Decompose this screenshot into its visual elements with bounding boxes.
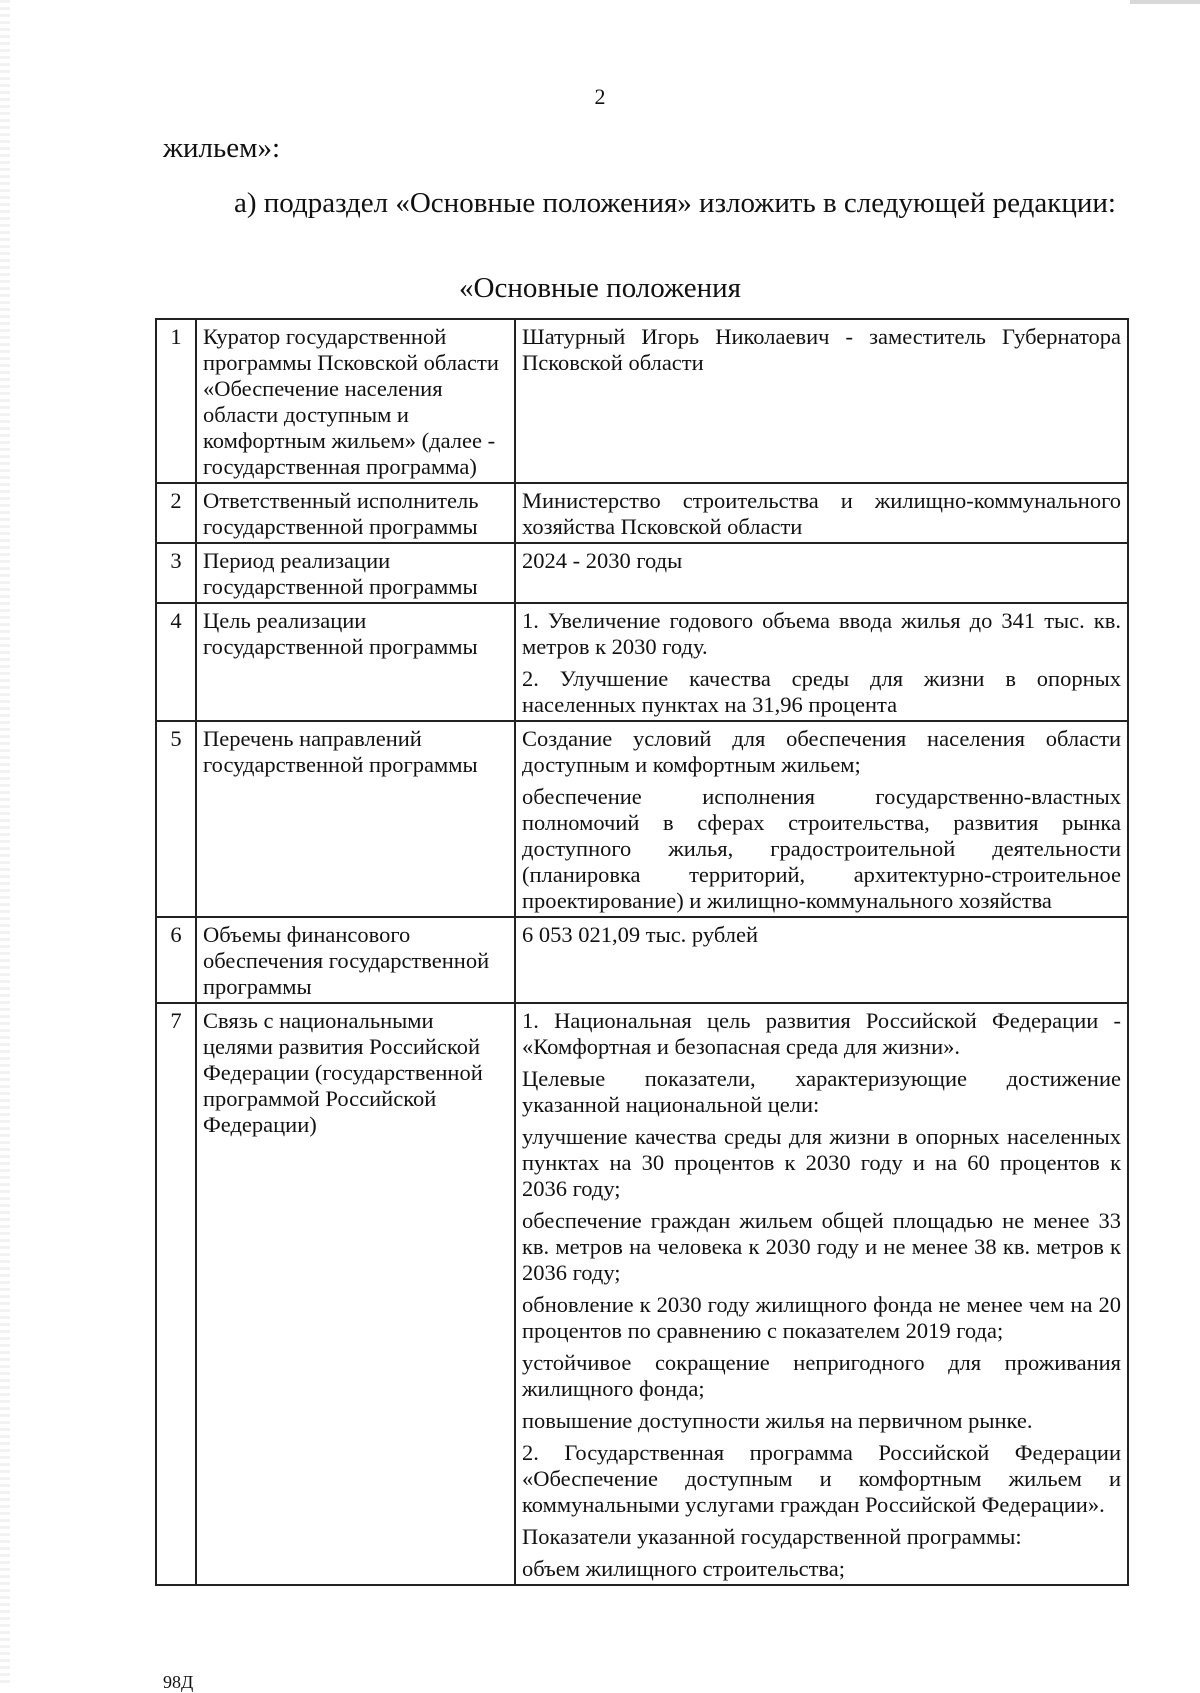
row-number: 7 [156,1003,196,1585]
row-number: 4 [156,603,196,721]
table-row [156,917,1128,1003]
row-value-paragraph: Показатели указанной государственной программы: [522,1524,1022,1549]
row-value [515,603,1128,721]
row-label: Связь с национальными целями развития Российской Федерации (государственной программой Российской Федерации) [196,1003,515,1585]
row-value-paragraph: Шатурный Игорь Николаевич - заместитель Губернатора Псковской области [522,324,1121,375]
scan-edge-mark [1130,0,1200,4]
row-label: Период реализации государственной программы [196,543,515,603]
main-provisions-table [155,318,1129,1586]
table-row [156,603,1128,721]
row-value-paragraph: обеспечение исполнения государственно-властных полномочий в сферах строительства, развития рынка доступного жилья, градостроительной деятельности (планировка территорий, архитектурно-строительное проектирование) и жилищно-коммунального хозяйства [522,784,1121,913]
row-value [515,319,1128,483]
row-label: Перечень направлений государственной программы [196,721,515,917]
row-number: 2 [156,483,196,543]
row-label: Цель реализации государственной программы [196,603,515,721]
row-number: 3 [156,543,196,603]
row-value-paragraph: 1. Увеличение годового объема ввода жилья до 341 тыс. кв. метров к 2030 году. [522,608,1121,659]
row-label: Объемы финансового обеспечения государственной программы [196,917,515,1003]
intro-line: жильем»: [163,132,281,164]
row-value-paragraph: обновление к 2030 году жилищного фонда не менее чем на 20 процентов по сравнению с показателем 2019 года; [522,1292,1121,1343]
row-value [515,543,1128,603]
row-value-paragraph: объем жилищного строительства; [522,1556,845,1581]
row-value-paragraph: Министерство строительства и жилищно-коммунального хозяйства Псковской области [522,488,1121,539]
scan-edge-shadow [0,0,10,1686]
footer-code: 98Д [163,1672,194,1692]
row-value-paragraph: 1. Национальная цель развития Российской Федерации - «Комфортная и безопасная среда для жизни». [522,1008,1121,1059]
row-value [515,1003,1128,1585]
row-value-paragraph: 2024 - 2030 годы [522,548,683,573]
row-number: 1 [156,319,196,483]
table-row [156,721,1128,917]
instruction-paragraph: а) подраздел «Основные положения» изложить в следующей редакции: [234,187,1116,219]
row-label: Куратор государственной программы Псковской области «Обеспечение населения области доступным и комфортным жильем» (далее - государственная программа) [196,319,515,483]
table-row [156,319,1128,483]
table-row [156,1003,1128,1585]
row-value-paragraph: устойчивое сокращение непригодного для проживания жилищного фонда; [522,1350,1121,1401]
row-number: 5 [156,721,196,917]
table-body [156,319,1128,1585]
row-value-paragraph: 2. Улучшение качества среды для жизни в опорных населенных пунктах на 31,96 процента [522,666,1121,717]
table-row [156,543,1128,603]
table-row [156,483,1128,543]
row-value-paragraph: Целевые показатели, характеризующие достижение указанной национальной цели: [522,1066,1121,1117]
row-value-paragraph: Создание условий для обеспечения населения области доступным и комфортным жильем; [522,726,1121,777]
row-label: Ответственный исполнитель государственной программы [196,483,515,543]
page-number: 2 [594,84,606,109]
row-value [515,483,1128,543]
row-value-paragraph: 6 053 021,09 тыс. рублей [522,922,758,947]
row-value-paragraph: обеспечение граждан жильем общей площадью не менее 33 кв. метров на человека к 2030 году и не менее 38 кв. метров к 2036 году; [522,1208,1121,1285]
row-value [515,917,1128,1003]
row-value [515,721,1128,917]
table-title: «Основные положения [459,272,741,304]
row-value-paragraph: улучшение качества среды для жизни в опорных населенных пунктах на 30 процентов к 2030 году и на 60 процентов к 2036 году; [522,1124,1121,1201]
row-value-paragraph: 2. Государственная программа Российской Федерации «Обеспечение доступным и комфортным жильем и коммунальными услугами граждан Российской Федерации». [522,1440,1121,1517]
row-value-paragraph: повышение доступности жилья на первичном рынке. [522,1408,1033,1433]
row-number: 6 [156,917,196,1003]
